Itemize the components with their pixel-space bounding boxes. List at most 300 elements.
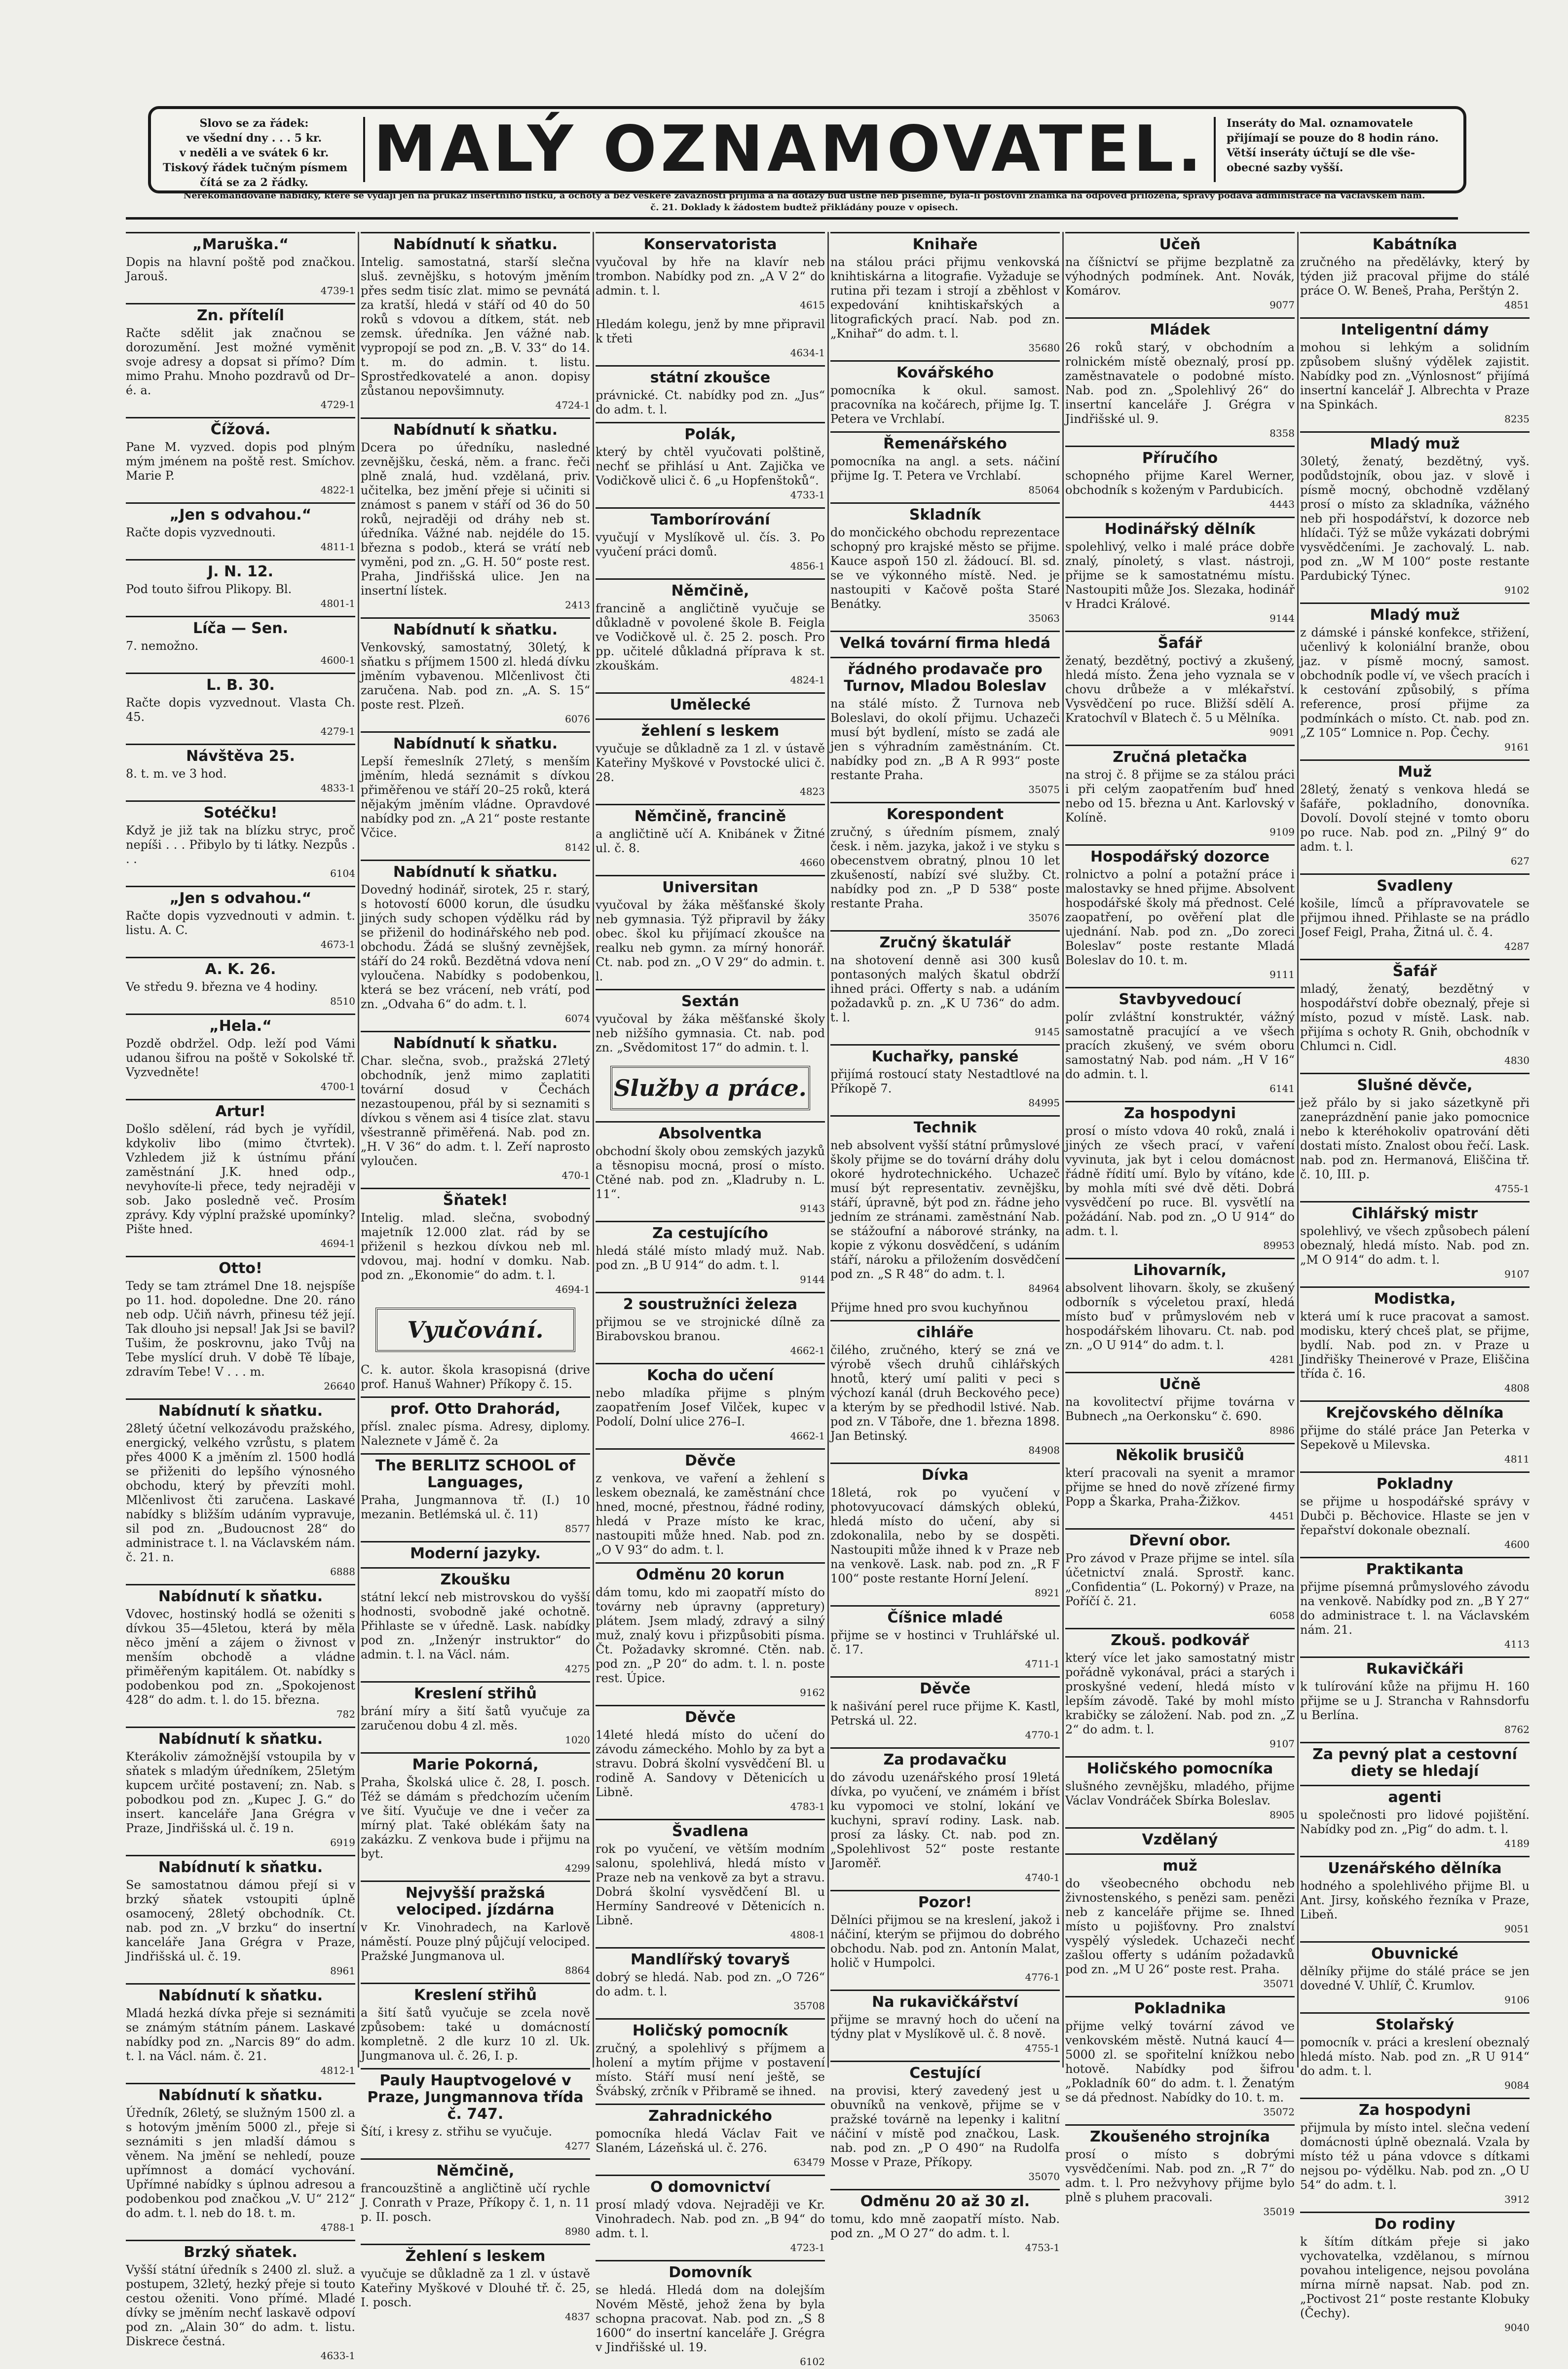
ad-heading: Mladý muž bbox=[1300, 431, 1530, 452]
classified-ad bbox=[1065, 1996, 1295, 2119]
ad-heading: Nejvyšší pražská velociped. jízdárna bbox=[361, 1880, 590, 1918]
ad-heading: Svadleny bbox=[1300, 873, 1530, 895]
classified-ad bbox=[126, 1584, 355, 1722]
ad-text: 28letý, ženatý s venkova hledá se šafáře, pokladního, donovníka. Dovolí. Dovolí stejné v tomto oboru po ruce. Nab. pod zn. „Pilný 9“ do adm. t. l. bbox=[1300, 783, 1530, 854]
ad-reference-number: 4694-1 bbox=[555, 1283, 590, 1295]
ad-heading: Zahradnického bbox=[596, 2104, 825, 2125]
ad-heading: Velká tovární firma hledá bbox=[830, 631, 1060, 652]
ad-heading: Nabídnutí k sňatku. bbox=[126, 1727, 355, 1748]
rates-line: Slovo se za řádek: bbox=[199, 117, 309, 130]
ad-reference-number: 627 bbox=[1510, 855, 1530, 867]
ad-heading: žehlení s leskem bbox=[596, 718, 825, 740]
ad-reference-number: 470-1 bbox=[561, 1169, 590, 1181]
ad-reference-number: 4113 bbox=[1504, 1638, 1530, 1650]
classified-ad bbox=[596, 804, 825, 870]
classified-ad bbox=[830, 1044, 1060, 1110]
classified-ad bbox=[830, 360, 1060, 426]
ad-text: prosí o místo s dobrými vysvědčeními. Nab. pod zn. „R 7“ do adm. t. l. Pro nežvyhovy přijme bylo plně s pluhem pracovali. bbox=[1065, 2147, 1295, 2204]
ad-heading: Zručná pletačka bbox=[1065, 745, 1295, 766]
ad-heading: The BERLITZ SCHOOL of Languages, bbox=[361, 1453, 590, 1491]
ad-reference-number: 4755-1 bbox=[1025, 2042, 1060, 2054]
ad-heading: Mandlířský tovaryš bbox=[596, 1947, 825, 1968]
ad-text: přijímá rostoucí staty Nestadtlové na Příkopě 7. bbox=[830, 1067, 1060, 1095]
ad-reference-number: 4753-1 bbox=[1025, 2242, 1060, 2254]
ad-heading: Domovník bbox=[596, 2260, 825, 2281]
ad-reference-number: 4275 bbox=[565, 1663, 590, 1675]
ad-text: do všeobecného obchodu neb živnostenského, s penězi sam. penězi neb z kanceláře přijme se. Ihned místo u pojišťovny. Pro znalství vyspělý výsledek. Uchazeči nechť zašlou offerty s udáním požadavků pod zn. „M U 26“ poste rest. Praha. bbox=[1065, 1877, 1295, 1976]
classified-ad bbox=[596, 2175, 825, 2255]
classified-ad bbox=[1065, 844, 1295, 982]
ad-text: 8. t. m. ve 3 hod. bbox=[126, 767, 227, 781]
classified-ad bbox=[361, 1453, 590, 1536]
ad-heading: Stolařský bbox=[1300, 2012, 1530, 2033]
ad-text: pomocníka hledá Václav Fait ve Slaném, Lázeňská ul. č. 276. bbox=[596, 2127, 825, 2155]
ad-heading: státní zkoušce bbox=[596, 365, 825, 386]
ad-text: přijme velký tovární závod ve venkovském městě. Nutná kaucí 4—5000 zl. se spořitelní knížkou nebo hotově. Nabídky pod šifrou „Pokladník 60“ do adm. t. l. Ženatým se dá přednost. Nabídky do 10. t. m. bbox=[1065, 2019, 1295, 2105]
ad-heading: Za hospodyni bbox=[1300, 2098, 1530, 2119]
ad-text: vyučuje se důkladně za 1 zl. v ústavě Kateřiny Myškové v Dlouhé tř. č. 25, I. posch. bbox=[361, 2267, 590, 2309]
ad-heading: Kuchařky, panské bbox=[830, 1044, 1060, 1065]
ad-text: vyučoval by žáka měšťanské školy neb gymnasia. Týž připravil by žáky obec. škol ku přijímací zkoušce na realku neb gymn. za mírný honorář. Ct. nab. pod zn. „O V 29“ do admin. t. l. bbox=[596, 898, 825, 983]
ad-text: Venkovský, samostatný, 30letý, k sňatku s příjmem 1500 zl. hledá dívku jměním vybavenou. Mlčenlivost čti zaručena. Nab. pod zn. „A. S. 15“ poste rest. Plzeň. bbox=[361, 640, 590, 712]
ad-reference-number: 9051 bbox=[1504, 1923, 1530, 1935]
ad-text: Račte dopis vyzvednouti. bbox=[126, 526, 276, 539]
ad-heading: Dřevní obor. bbox=[1065, 1528, 1295, 1549]
ad-text: zručného na předělávky, který by týden již pracoval přijme do stálé práce O. W. Beneš, Praha, Perštýn 2. bbox=[1300, 255, 1530, 298]
classified-ad bbox=[596, 1947, 825, 2013]
ad-heading: Nabídnutí k sňatku. bbox=[361, 417, 590, 439]
ad-reference-number: 1020 bbox=[565, 1734, 590, 1746]
classified-ad bbox=[126, 1398, 355, 1579]
ad-reference-number: 4776-1 bbox=[1025, 1971, 1060, 1983]
ad-reference-number: 8358 bbox=[1269, 427, 1295, 439]
classified-ad bbox=[126, 673, 355, 739]
ad-heading: Němčině, francině bbox=[596, 804, 825, 825]
ad-reference-number: 4770-1 bbox=[1025, 1729, 1060, 1741]
ad-heading: Absolventka bbox=[596, 1121, 825, 1142]
ad-text: 30letý, ženatý, bezdětný, vyš. podůdstojník, obou jaz. v slově i písmě mocný, obchodně vzdělaný prosí o místo za skladníka, vážného neb při hospodářství, k dozorce neb hlídači. Týž se může vykázati dobrými vysvědčeními. Je zachovalý. L. nab. pod zn. „W M 100“ poste restante Pardubický Týnec. bbox=[1300, 454, 1530, 583]
ad-heading: Umělecké bbox=[596, 692, 825, 714]
ad-text: mohou si lehkým a solidním způsobem slušný výdělek zajistit. Nabídky pod zn. „Výnlosnost“ přijímá insertní kancelář J. Albrechta v Praze na Spinkách. bbox=[1300, 340, 1530, 412]
ad-text: Pane M. vyzved. dopis pod plným mým jménem na poště rest. Smíchov. Marie P. bbox=[126, 440, 355, 483]
classified-ad bbox=[361, 1363, 590, 1391]
classified-ad bbox=[1065, 1443, 1295, 1523]
ad-reference-number: 4824-1 bbox=[790, 674, 825, 686]
classified-ad bbox=[361, 1396, 590, 1448]
ad-text: v Kr. Vinohradech, na Karlově náměstí. Pouze plný půjčují velociped. Pražské Jungmanova ul. bbox=[361, 1920, 590, 1963]
ad-reference-number: 84908 bbox=[1028, 1444, 1060, 1456]
ad-heading: Za cestujícího bbox=[596, 1221, 825, 1242]
ad-heading: Děvče bbox=[596, 1448, 825, 1469]
ad-text: schopného přijme Karel Werner, obchodník s koženým v Pardubicích. bbox=[1065, 469, 1295, 497]
classified-ad bbox=[361, 417, 590, 612]
column-rule bbox=[827, 232, 829, 2068]
ad-text: dobrý se hledá. Nab. pod zn. „O 726“ do adm. t. l. bbox=[596, 1970, 825, 1998]
ad-heading: Muž bbox=[1300, 759, 1530, 781]
ad-text: Intelig. mlad. slečna, svobodný majetník 12.000 zlat. rád by se přiženil s hezkou dívkou neb ml. vdovou, maj. hodní v domku. Nab. pod zn. „Ekonomie“ do adm. t. l. bbox=[361, 1211, 590, 1282]
ad-text: přísl. znalec písma. Adresy, diplomy. Naleznete v Jámě č. 2a bbox=[361, 1420, 590, 1448]
ad-reference-number: 4281 bbox=[1269, 1354, 1295, 1365]
classified-ad bbox=[830, 1463, 1060, 1600]
ad-heading: Slušné děvče, bbox=[1300, 1073, 1530, 1094]
ad-text: spolehlivý, velko i malé práce dobře znalý, pínoletý, s vlast. nástroji, přijme se k samostatnému místu. Nastoupiti může Jos. Slezaka, hodinář v Hradci Králové. bbox=[1065, 540, 1295, 611]
ad-reference-number: 4451 bbox=[1269, 1510, 1295, 1522]
ad-text: na stálé místo. Ž Turnova neb Boleslavi, do okolí přijmu. Uchazeči musí být bydlení, místo se zadá ale jen s výhradním zaměstnáním. Ct. nabídky pod zn. „B A R 993“ poste restante Praha. bbox=[830, 697, 1060, 782]
ad-heading: „Jen s odvahou.“ bbox=[126, 502, 355, 524]
classified-ad bbox=[361, 1681, 590, 1747]
ad-heading: Němčině, bbox=[596, 578, 825, 600]
classified-ad bbox=[830, 1990, 1060, 2056]
classified-ad bbox=[1300, 1785, 1530, 1851]
ad-text: Praha, Jungmannova tř. (I.) 10 mezanin. Betlémská ul. č. 11) bbox=[361, 1493, 590, 1521]
ad-reference-number: 8905 bbox=[1269, 1809, 1295, 1821]
ad-heading: 2 soustružníci železa bbox=[596, 1292, 825, 1313]
ad-heading: Šafář bbox=[1065, 631, 1295, 652]
classified-ad bbox=[1300, 1400, 1530, 1467]
classified-ad bbox=[1300, 1557, 1530, 1652]
classified-ad bbox=[1065, 1101, 1295, 1253]
ad-heading: Kreslení střihů bbox=[361, 1983, 590, 2004]
classified-ad bbox=[1300, 1201, 1530, 1281]
ad-text: u společnosti pro lidové pojištění. Nabídky pod zn. „Pig“ do adm. t. l. bbox=[1300, 1808, 1530, 1836]
ad-reference-number: 4633-1 bbox=[320, 2350, 355, 2362]
classified-ad bbox=[830, 657, 1060, 797]
ad-reference-number: 9143 bbox=[800, 1203, 825, 1214]
ad-reference-number: 4443 bbox=[1269, 498, 1295, 510]
ad-text: Hledám kolegu, jenž by mne připravil k třeti bbox=[596, 317, 825, 345]
classified-ad bbox=[1065, 317, 1295, 441]
ad-text: košile, límců a přípravovatele se přijmou ihned. Přihlaste se na prádlo Josef Feigl, Praha, Žitná ul. č. 4. bbox=[1300, 897, 1530, 939]
ad-heading: Zkouš. podkovář bbox=[1065, 1628, 1295, 1649]
classified-ad bbox=[830, 502, 1060, 626]
ad-reference-number: 9084 bbox=[1504, 2079, 1530, 2091]
ad-heading: Kreslení střihů bbox=[361, 1681, 590, 1702]
ad-reference-number: 4812-1 bbox=[320, 2065, 355, 2076]
ad-text: Dělníci přijmou se na kreslení, jakož i náčiní, kterým se přijmou do dobrého obchodu. Nab. pod zn. Antonín Malat, holič v Humpolci. bbox=[830, 1913, 1060, 1970]
ad-heading: Nabídnutí k sňatku. bbox=[126, 1855, 355, 1876]
ad-reference-number: 9144 bbox=[800, 1274, 825, 1285]
classified-ad bbox=[1065, 517, 1295, 626]
classified-ad bbox=[1065, 2124, 1295, 2219]
ad-heading: Moderní jazyky. bbox=[361, 1541, 590, 1562]
ad-text: Došlo sdělení, rád bych je vyřídil, kdykoliv libo (mimo čtvrtek). Vzhledem již k ústnímu přání zaměstnání J.K. hned odp., nevyhovíte-li přece, tedy nejraději v sob. Jako posledně več. Prosím zprávy. Kdy výplní pražské upomínky? Pište hned. bbox=[126, 1122, 355, 1236]
ad-heading: Učně bbox=[1065, 1372, 1295, 1393]
ad-heading: Pauly Hauptvogelové v Praze, Jungmannova třída č. 747. bbox=[361, 2068, 590, 2123]
classified-ad bbox=[830, 1605, 1060, 1671]
classified-ad bbox=[596, 1363, 825, 1443]
ad-reference-number: 4740-1 bbox=[1025, 1872, 1060, 1883]
masthead-box bbox=[148, 106, 1466, 193]
classified-ad bbox=[596, 692, 825, 714]
classified-ad bbox=[830, 2061, 1060, 2184]
ad-reference-number: 6058 bbox=[1269, 1610, 1295, 1621]
ad-reference-number: 89953 bbox=[1263, 1240, 1295, 1251]
ad-heading: Rukavičkáři bbox=[1300, 1656, 1530, 1678]
inserts-line: přijímají se pouze do 8 hodin ráno. bbox=[1227, 132, 1439, 145]
ad-reference-number: 35063 bbox=[1028, 612, 1060, 624]
classified-ad bbox=[1065, 1258, 1295, 1367]
ad-reference-number: 9040 bbox=[1504, 2322, 1530, 2333]
classified-ad bbox=[126, 1727, 355, 1850]
classified-ad bbox=[1065, 1372, 1295, 1438]
classified-ad bbox=[126, 502, 355, 554]
column-rule bbox=[593, 232, 594, 2068]
ad-text: na provisi, který zavedený jest u obuvníků na venkově, přijme se v pražské továrně na lepenky i kalitní náčiní v místě pod značkou, Lask. nab. pod zn. „P O 490“ na Rudolfa Mosse v Praze, Příkopy. bbox=[830, 2084, 1060, 2169]
ad-reference-number: 4615 bbox=[800, 299, 825, 311]
classified-ad bbox=[361, 1031, 590, 1183]
ad-heading: Artur! bbox=[126, 1099, 355, 1120]
classified-ad bbox=[1065, 1853, 1295, 1991]
ad-text: vyučoval by žáka měšťanské školy neb nižšího gymnasia. Ct. nab. pod zn. „Svědomitost 17“ do admin. t. l. bbox=[596, 1012, 825, 1054]
classified-ad bbox=[596, 989, 825, 1055]
ad-reference-number: 9077 bbox=[1269, 299, 1295, 311]
ad-heading: A. K. 26. bbox=[126, 957, 355, 978]
section-heading: Vyučování. bbox=[375, 1308, 575, 1352]
classified-ad bbox=[361, 731, 590, 855]
column-5 bbox=[1065, 232, 1295, 2218]
rates-line: čítá se za 2 řádky. bbox=[200, 176, 308, 189]
classified-ad bbox=[361, 1752, 590, 1876]
ad-text: Tedy se tam ztrámel Dne 18. nejspíše po 11. hod. dopoledne. Dne 20. ráno neb odp. Učiň návrh, přinesu též její. Tak dlouho jsi nepsal! Jak Jsi se bavil? Tušim, že poskrovnu, jako Tvůj na Tebe myslící druh. V době Tě líbaje, zdravím Tebe! V . . . m. bbox=[126, 1279, 355, 1379]
classified-ad bbox=[596, 1221, 825, 1287]
classified-ad bbox=[361, 1188, 590, 1297]
ad-text: na kovolitectví přijme továrna v Bubnech „na Oerkonsku“ č. 690. bbox=[1065, 1395, 1295, 1423]
ad-reference-number: 9102 bbox=[1504, 584, 1530, 596]
page-title: MALÝ OZNAMOVATEL. bbox=[363, 117, 1216, 182]
ad-reference-number: 8235 bbox=[1504, 413, 1530, 425]
ad-text: tomu, kdo mně zaopatří místo. Nab. pod zn. „M O 27“ do adm. t. l. bbox=[830, 2212, 1060, 2240]
classified-ad bbox=[1300, 1656, 1530, 1737]
ad-text: dám tomu, kdo mi zaopatří místo do továrny neb úpravny (appretury) plátem. Jsem mladý, zdravý a silný muž, znalý kovu i přizpůsobiti písma. Čt. Požadavky skromné. Ctěn. nab. pod zn. „P 20“ do adm. t. l. n. poste rest. Úpice. bbox=[596, 1585, 825, 1685]
ad-heading: Odměnu 20 korun bbox=[596, 1562, 825, 1583]
classified-ad bbox=[126, 616, 355, 668]
ad-heading: Polák, bbox=[596, 422, 825, 443]
ad-text: Dopis na hlavní poště pod značkou. Jarouš. bbox=[126, 255, 355, 283]
column-2 bbox=[361, 232, 590, 2323]
ad-reference-number: 4811-1 bbox=[320, 541, 355, 553]
classified-ad bbox=[830, 1301, 1060, 1315]
ad-text: který by chtěl vyučovati polštině, nechť se přihlásí u Ant. Zajička ve Vodičkově ulici č. 6 „u Hopfenštoků“. bbox=[596, 445, 825, 488]
ad-heading: O domovnictví bbox=[596, 2175, 825, 2196]
ad-reference-number: 4783-1 bbox=[790, 1801, 825, 1812]
ad-text: k šítím dítkám přeje si jako vychovatelka, vzdělanou, s mírnou povahou inteligence, nejsou povolána mírna mírně napsat. Nab. pod zn. „Poctivost 21“ poste restante Klobuky (Čechy). bbox=[1300, 2235, 1530, 2320]
ad-heading: Cestující bbox=[830, 2061, 1060, 2082]
ad-heading: Nabídnutí k sňatku. bbox=[126, 1983, 355, 2004]
ad-reference-number: 35071 bbox=[1263, 1978, 1295, 1990]
classified-ad bbox=[830, 431, 1060, 497]
classified-ad bbox=[1300, 1073, 1530, 1196]
classified-ad bbox=[126, 559, 355, 611]
classified-ad bbox=[596, 2104, 825, 2170]
ad-text: přijme se v hostinci v Truhlářské ul. č. 17. bbox=[830, 1628, 1060, 1656]
ad-reference-number: 84964 bbox=[1028, 1282, 1060, 1294]
ad-reference-number: 4287 bbox=[1504, 940, 1530, 952]
ad-heading: Uzenářského dělníka bbox=[1300, 1856, 1530, 1877]
ad-text: z dámské i pánské konfekce, střižení, učenlivý k koloniální branže, obou jaz. v písmě mocný, samost. obchodník podle ví, ve všech pracích i k cestování způsobilý, s příma reference, prosí přijme za podmínkách o místo. Ct. nab. pod zn. „Z 105“ Lomnice n. Pop. Čechy. bbox=[1300, 626, 1530, 740]
ad-text: Char. slečna, svob., pražská 27letý obchodník, jenž mimo zaplatiti tovární dosud v Čechách nezastoupenou, přál by si seznamiti s dívkou s věnem asi 4 tisíce zlat. stavu všestranně přiměřená. Nab. pod zn. „H. V 36“ do adm. t. l. Zeří naprosto vyloučen. bbox=[361, 1054, 590, 1168]
classified-ad bbox=[596, 2018, 825, 2099]
ad-text: na shotovení denně asi 300 kusů pontasoných malých škatul obdrží ihned práci. Offerty s nab. a udáním požadavků p. zn. „K U 736“ do adm. t. l. bbox=[830, 953, 1060, 1024]
ad-heading: Děvče bbox=[596, 1705, 825, 1726]
ad-heading: Brzký sňatek. bbox=[126, 2240, 355, 2261]
ad-heading: Praktikanta bbox=[1300, 1557, 1530, 1578]
rates-line: Tiskový řádek tučným písmem bbox=[163, 161, 348, 174]
ad-reference-number: 4811 bbox=[1504, 1453, 1530, 1465]
ad-heading: Odměnu 20 až 30 zl. bbox=[830, 2189, 1060, 2210]
ad-text: pomocníka na angl. a sets. náčiní přijme Ig. T. Petera ve Vrchlabí. bbox=[830, 454, 1060, 483]
ad-text: Račte dopis vyzvednout. Vlasta Ch. 45. bbox=[126, 696, 355, 724]
ad-heading: L. B. 30. bbox=[126, 673, 355, 694]
classified-ad bbox=[1065, 631, 1295, 740]
ad-text: Ve středu 9. března ve 4 hodiny. bbox=[126, 980, 318, 994]
ad-reference-number: 4801-1 bbox=[320, 598, 355, 609]
classified-ad bbox=[126, 417, 355, 497]
inserts-note bbox=[1227, 116, 1454, 175]
classified-ad bbox=[361, 2158, 590, 2239]
ad-heading: muž bbox=[1065, 1853, 1295, 1875]
ad-heading: Nabídnutí k sňatku. bbox=[126, 1584, 355, 1605]
ad-reference-number: 35019 bbox=[1263, 2206, 1295, 2218]
column-rule bbox=[358, 232, 359, 2068]
ad-reference-number: 9145 bbox=[1035, 1026, 1060, 1038]
ad-reference-number: 4189 bbox=[1504, 1838, 1530, 1849]
ad-text: Račte sdělit jak značnou se dorozumění. Jest možné vyměnit svoje adresy a dopsat si přímo? Dím mimo Prahu. Mnoho pozdravů od Dr–é. a. bbox=[126, 326, 355, 397]
rates-note bbox=[163, 116, 348, 190]
ad-reference-number: 35072 bbox=[1263, 2106, 1295, 2118]
classified-ad bbox=[830, 631, 1060, 652]
ad-text: z venkova, ve vaření a žehlení s leskem obeznalá, ke zaměstnání chce hned, mocné, přestnou, řádné rodiny, hledá v Praze místo ke krac, nastoupiti může hned. Nab. pod zn. „O V 93“ do adm. t. l. bbox=[596, 1471, 825, 1557]
ad-reference-number: 6888 bbox=[330, 1566, 355, 1578]
ad-heading: Švadlena bbox=[596, 1819, 825, 1840]
ad-reference-number: 35708 bbox=[793, 2000, 825, 2012]
classified-ad bbox=[1065, 1756, 1295, 1822]
ad-heading: Nabídnutí k sňatku. bbox=[361, 232, 590, 253]
classified-ad bbox=[1065, 987, 1295, 1096]
ad-heading: Sextán bbox=[596, 989, 825, 1010]
ad-heading: cihláře bbox=[830, 1320, 1060, 1341]
ad-heading: Děvče bbox=[830, 1676, 1060, 1697]
ad-heading: Mladý muž bbox=[1300, 602, 1530, 624]
ad-heading: Pokladny bbox=[1300, 1471, 1530, 1493]
classified-ad bbox=[361, 1983, 590, 2063]
classified-ad bbox=[361, 1880, 590, 1978]
classified-ad bbox=[596, 2260, 825, 2369]
classified-ad bbox=[596, 1705, 825, 1814]
ad-text: ženatý, bezdětný, poctivý a zkušený, hledá místo. Žena jeho vyznala se v chovu drůbeže a v mlékařství. Vysvědčení po ruce. Bližší sdělí A. Kratochvíl v Blatech č. 5 u Mělníka. bbox=[1065, 654, 1295, 725]
ad-reference-number: 4822-1 bbox=[320, 484, 355, 496]
classified-ad bbox=[1300, 232, 1530, 312]
ad-text: jež přálo by si jako sázetkyně při zaneprázdnění panie jako pomocnice nebo k kteréhokoliv opatrování děti dostati místo. Znalost obou řečí. Lask. nab. pod zn. Hermanová, Eliščina tř. č. 10, III. p. bbox=[1300, 1096, 1530, 1181]
ad-heading: Na rukavičkářství bbox=[830, 1990, 1060, 2011]
classified-ad bbox=[126, 957, 355, 1009]
ad-heading: Inteligentní dámy bbox=[1300, 317, 1530, 338]
ad-text: 18letá, rok po vyučení v photovyucovací dámských oblekú, hledá místo do učení, aby si zdokonalila, nebo by se dospěti. Nastoupiti může ihned k v Praze neb na venkově. Lask. nab. pod zn. „R F 100“ poste restante Horní Jelení. bbox=[830, 1486, 1060, 1585]
ad-reference-number: 26640 bbox=[324, 1380, 355, 1392]
ad-reference-number: 8961 bbox=[330, 1965, 355, 1977]
classified-ad bbox=[361, 1541, 590, 1562]
classified-ad bbox=[126, 1983, 355, 2078]
classified-ad bbox=[126, 303, 355, 412]
ad-reference-number: 4851 bbox=[1504, 299, 1530, 311]
ad-text: Kterákoliv zámožnější vstoupila by v sňatek s mladým úředníkem, 25letým kupcem určité postavení; zn. Nab. s pobodkou pod zn. „Kupec J. G.“ do insert. kanceláře Jana Grégra v Praze, Jindřišská ul. č. 19 n. bbox=[126, 1750, 355, 1835]
classified-ad bbox=[830, 1115, 1060, 1296]
ad-text: dělníky přijme do stálé práce se jen dovedné V. Uhlíř, Č. Krumlov. bbox=[1300, 1964, 1530, 1993]
ad-text: Dcera po úředníku, nasledné zevnějšku, česká, něm. a franc. řeči plně znalá, hud. vzdělaná, priv. učitelka, bez jmění přeje si učiniti si známost s panem v stáří od 36 do 50 roků, nejraději od dráhy neb st. úředníka. Vážné nab. nejdéle do 15. března s podob., která se vrátí neb vyměni, pod zn. „G. H. 50“ poste rest. Praha, Jindřišská ulice. Jen na insertní lístek. bbox=[361, 441, 590, 598]
ad-text: a angličtině učí A. Knibánek v Žitné ul. č. 8. bbox=[596, 827, 825, 855]
ad-heading: Zn. přítelíl bbox=[126, 303, 355, 324]
ad-text: k našivání perel ruce přijme K. Kastl, Petrská ul. 22. bbox=[830, 1699, 1060, 1728]
ad-heading: „Hela.“ bbox=[126, 1014, 355, 1035]
rates-line: v neděli a ve svátek 6 kr. bbox=[179, 147, 329, 159]
classified-ad bbox=[596, 1121, 825, 1216]
ad-reference-number: 8921 bbox=[1035, 1587, 1060, 1599]
classified-ad bbox=[596, 232, 825, 312]
ad-reference-number: 4724-1 bbox=[555, 399, 590, 411]
ad-reference-number: 4279-1 bbox=[320, 725, 355, 737]
ad-text: francouzštině a angličtině učí rychle J. Conrath v Praze, Příkopy č. 1, n. 11 p. II. posch. bbox=[361, 2181, 590, 2224]
inserts-line: Větší inseráty účtují se dle vše- bbox=[1227, 147, 1416, 159]
ad-reference-number: 4673-1 bbox=[320, 939, 355, 950]
ad-text: mladý, ženatý, bezdětný v hospodářství dobře obeznalý, přeje si místo, pozud v místě. Lask. nab. přijíma s ochoty R. Gnih, obchodník v Chlumci n. Cidl. bbox=[1300, 982, 1530, 1053]
ad-reference-number: 4600-1 bbox=[320, 654, 355, 666]
classified-ad bbox=[361, 1567, 590, 1676]
classified-ad bbox=[830, 930, 1060, 1039]
ad-reference-number: 9111 bbox=[1269, 969, 1295, 980]
classified-ad bbox=[126, 1014, 355, 1094]
ad-text: Mladá hezká dívka přeje si seznámiti se známým státním pánem. Laskavé nabídky pod zn. „Narcis 89“ do adm. t. l. na Václ. nám. č. 21. bbox=[126, 2006, 355, 2063]
ad-heading: Nabídnutí k sňatku. bbox=[361, 1031, 590, 1052]
ad-text: Pro závod v Praze přijme se intel. síla účetnictví znalá. Sprostř. kanc. „Confidentia“ (L. Pokorný) v Praze, na Poříčí č. 21. bbox=[1065, 1551, 1295, 1608]
column-rule bbox=[1062, 232, 1064, 2068]
ad-text: se hledá. Hledá dom na dolejším Novém Městě, jehož žena by byla schopna pracovat. Nab. pod zn. „S 8 1600“ do insertní kanceláře J. Grégra v Jindřišské ul. 19. bbox=[596, 2283, 825, 2354]
ad-heading: Pokladnika bbox=[1065, 1996, 1295, 2017]
ad-heading: J. N. 12. bbox=[126, 559, 355, 580]
ad-heading: Modistka, bbox=[1300, 1286, 1530, 1308]
rates-line: ve všední dny . . . 5 kr. bbox=[186, 132, 322, 145]
ad-heading: řádného prodavače pro Turnov, Mladou Boleslav bbox=[830, 657, 1060, 695]
classified-ad bbox=[361, 2244, 590, 2324]
ad-text: absolvent lihovarn. školy, se zkušený odborník s výceletou praxí, hledá místo buď v průmyslovém neb v hospodářském lihovaru. Ct. nab. pod zn. „O U 914“ do adm. t. l. bbox=[1065, 1281, 1295, 1352]
ad-reference-number: 4755-1 bbox=[1494, 1183, 1530, 1195]
classified-ad bbox=[1300, 431, 1530, 598]
classified-ad bbox=[126, 2083, 355, 2235]
ad-reference-number: 4277 bbox=[565, 2140, 590, 2152]
classified-ad bbox=[1300, 873, 1530, 954]
classified-ad bbox=[1065, 745, 1295, 839]
ad-reference-number: 4837 bbox=[565, 2311, 590, 2323]
ad-heading: Zručný škatulář bbox=[830, 930, 1060, 951]
ad-text: Račte dopis vyzvednouti v admin. t. listu. A. C. bbox=[126, 909, 355, 937]
ad-text: Když je již tak na blízku stryc, proč nepíši . . . Přibylo by ti látky. Nezpůs . . . bbox=[126, 824, 355, 866]
classified-ad bbox=[1300, 602, 1530, 754]
ad-text: 26 roků starý, v obchodním a rolnickém místě obeznalý, prosí pp. zaměstnavatele o podobné místo. Nab. pod zn. „Spolehlivý 26“ do insertní kanceláře J. Grégra v Jindřišské ul. 9. bbox=[1065, 340, 1295, 426]
column-4 bbox=[830, 232, 1060, 2254]
ad-heading: Holičský pomocník bbox=[596, 2018, 825, 2039]
ad-heading: Žehlení s leskem bbox=[361, 2244, 590, 2265]
ad-text: spolehlivý, ve všech způsobech pálení obeznalý, hledá místo. Nab. pod zn. „M O 914“ do adm. t. l. bbox=[1300, 1224, 1530, 1267]
ad-text: polír zvláštní konstruktér, vážný samostatně pracující a ve všech pracích zkušený, ve svém oboru samostatný Nab. pod nám. „H V 16“ do admin. t. l. bbox=[1065, 1010, 1295, 1081]
classified-ad bbox=[830, 802, 1060, 925]
ad-text: do mončického obchodu reprezentace schopný pro krajské město se přijme. Kauce aspoň 150 zl. žádoucí. Bl. sd. se ve výkonného místě. Ned. je nastoupiti v Kačově pošta Staré Benátky. bbox=[830, 526, 1060, 611]
ad-text: francině a angličtině vyučuje se důkladně v povolené škole B. Feigla ve Vodičkově ul. č. 25 2. posch. Pro pp. učitelé důkladná příprava k st. zkouškám. bbox=[596, 602, 825, 673]
ad-text: právnické. Ct. nabídky pod zn. „Jus“ do adm. t. l. bbox=[596, 388, 825, 416]
ad-heading: Hodinářský dělník bbox=[1065, 517, 1295, 538]
classified-ad bbox=[596, 507, 825, 573]
ad-reference-number: 8980 bbox=[565, 2225, 590, 2237]
ad-reference-number: 4660 bbox=[800, 857, 825, 868]
classified-ad bbox=[1300, 1471, 1530, 1552]
ad-heading: Nabídnutí k sňatku. bbox=[361, 617, 590, 639]
